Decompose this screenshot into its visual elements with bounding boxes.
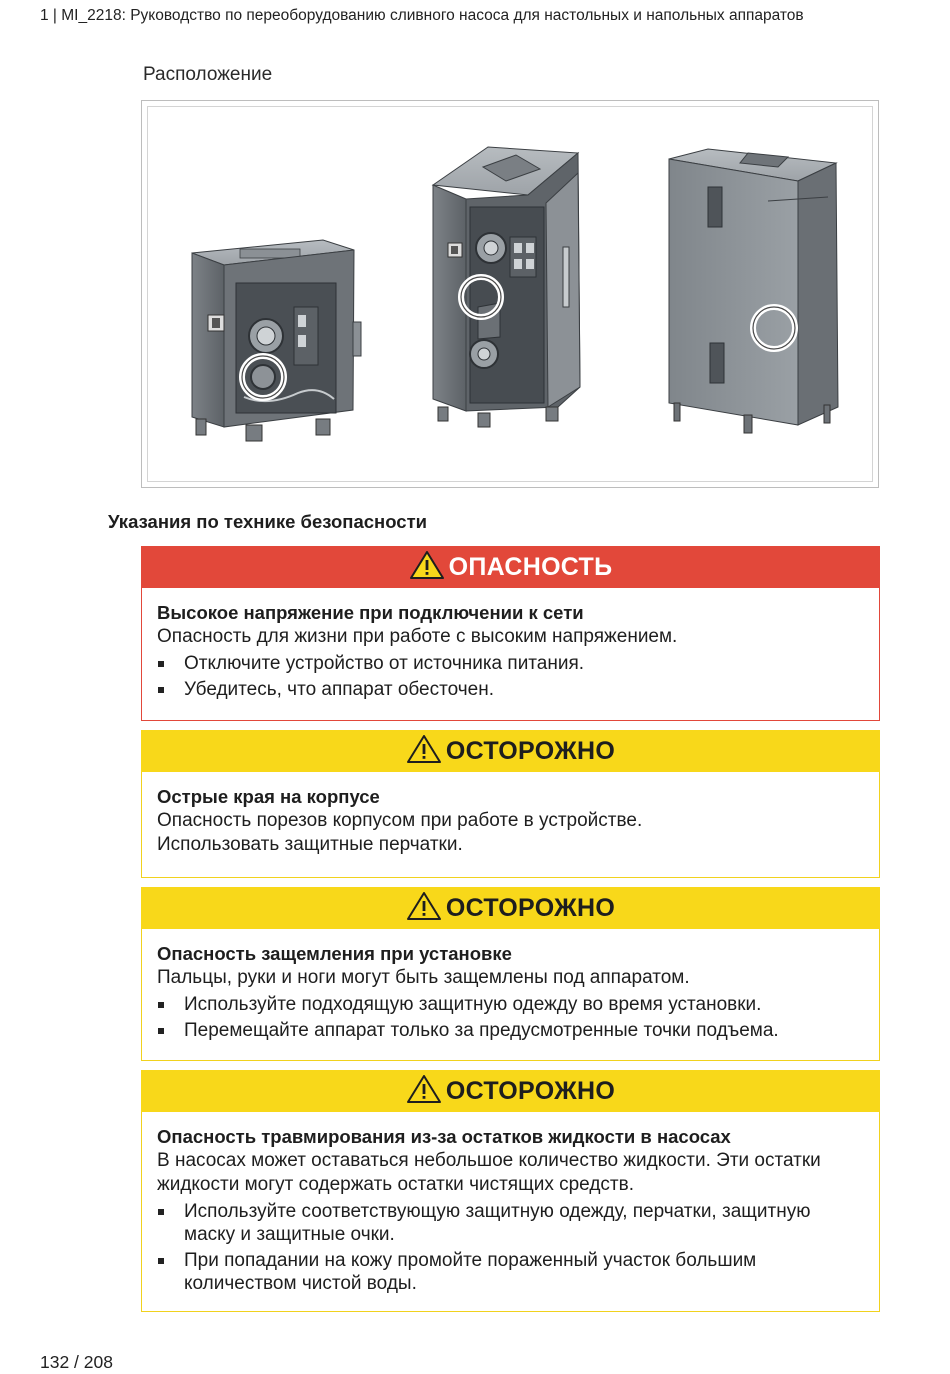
danger-list (157, 652, 864, 701)
list-item: Перемещайте аппарат только за предусмотренные точки подъема. (157, 1019, 864, 1042)
caution-title: Острые края на корпусе (157, 786, 380, 807)
caution-notice-residual-liquid (141, 1070, 880, 1312)
caution-text: Опасность порезов корпусом при работе в устройстве. (157, 810, 643, 831)
list-item: При попадании на кожу промойте пораженный участок большим количеством чистой воды. (157, 1249, 864, 1295)
list-item: Отключите устройство от источника питания. (157, 652, 864, 675)
warning-triangle-icon (409, 550, 445, 580)
caution-notice-pinching (141, 887, 880, 1061)
caution-bar (141, 1070, 880, 1112)
list-item: Используйте соответствующую защитную одежду, перчатки, защитную маску и защитные очки. (157, 1200, 864, 1246)
floor-unit-closed-drawing (669, 149, 838, 433)
caution-notice-sharp-edges (141, 730, 880, 878)
caution-text: В насосах может оставаться небольшое количество жидкости. Эти остатки жидкости могут содержать остатки чистящих средств. (157, 1150, 821, 1195)
danger-title: Высокое напряжение при подключении к сети (157, 602, 584, 623)
caution-label: ОСТОРОЖНО (445, 736, 616, 765)
list-item: Используйте подходящую защитную одежду во время установки. (157, 993, 864, 1016)
caution-bar (141, 887, 880, 929)
caution-label: ОСТОРОЖНО (445, 1076, 616, 1105)
danger-label: ОПАСНОСТЬ (448, 552, 613, 581)
warning-triangle-icon (406, 891, 442, 921)
danger-notice (141, 546, 880, 721)
danger-text: Опасность для жизни при работе с высоким напряжением. (157, 626, 678, 647)
location-figure-inner (147, 106, 873, 482)
caution-text: Пальцы, руки и ноги могут быть защемлены под аппаратом. (157, 967, 690, 988)
safety-heading: Указания по технике безопасности (108, 511, 427, 532)
location-figure (141, 100, 879, 488)
document-header: 1 | MI_2218: Руководство по переоборудованию сливного насоса для настольных и напольных аппаратов (40, 7, 804, 24)
caution-text: Использовать защитные перчатки. (157, 834, 463, 855)
section-label: Расположение (143, 64, 273, 85)
warning-triangle-icon (406, 1074, 442, 1104)
appliance-illustration (148, 107, 874, 483)
caution-label: ОСТОРОЖНО (445, 893, 616, 922)
danger-bar (141, 546, 880, 588)
caution-title: Опасность защемления при установке (157, 943, 512, 964)
floor-unit-open-drawing (433, 147, 580, 427)
caution-list (157, 1200, 864, 1295)
caution-list (157, 993, 864, 1042)
table-top-unit-drawing (192, 240, 361, 441)
caution-bar (141, 730, 880, 772)
list-item: Убедитесь, что аппарат обесточен. (157, 678, 864, 701)
warning-triangle-icon (406, 734, 442, 764)
page-number: 132 / 208 (40, 1352, 113, 1372)
caution-title: Опасность травмирования из-за остатков жидкости в насосах (157, 1126, 731, 1147)
